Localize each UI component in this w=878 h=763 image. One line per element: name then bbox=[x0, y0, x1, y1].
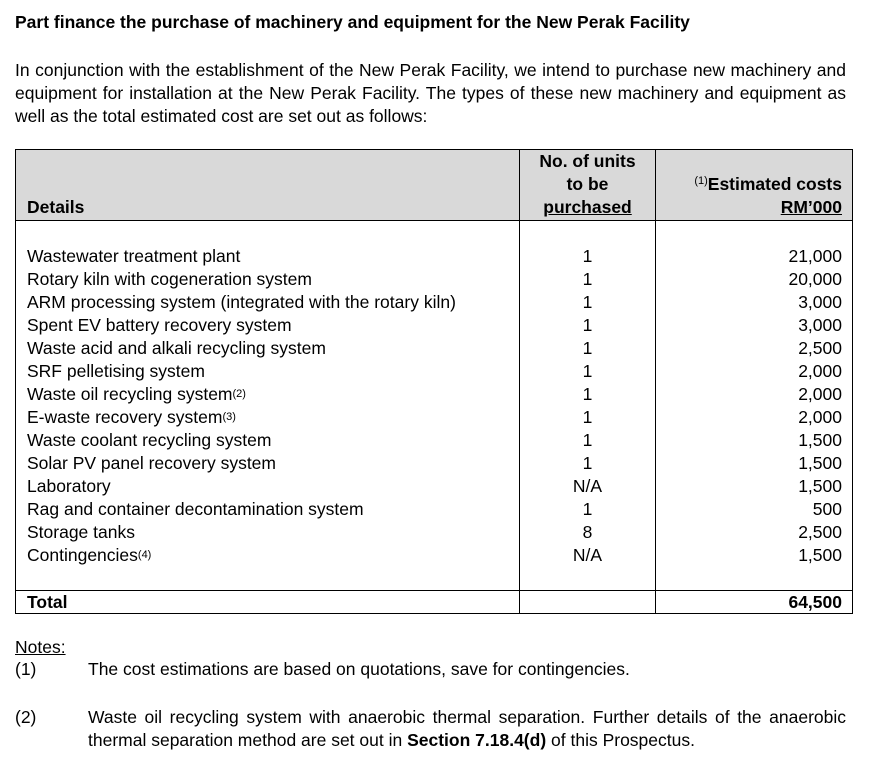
header-cost-line2: RM’000 bbox=[780, 197, 842, 217]
row-cost: 1,500 bbox=[798, 545, 842, 565]
row-detail bbox=[16, 452, 519, 475]
row-detail-text: Rotary kiln with cogeneration system bbox=[27, 269, 312, 289]
row-cost: 1,500 bbox=[798, 430, 842, 450]
row-detail-text: Rag and container decontamination system bbox=[27, 499, 364, 519]
row-units: 1 bbox=[582, 269, 593, 289]
row-units: N/A bbox=[572, 545, 603, 565]
table-body-row bbox=[16, 221, 853, 591]
row-units: 1 bbox=[582, 338, 593, 358]
row-units: 1 bbox=[582, 315, 593, 335]
row-cost: 2,500 bbox=[798, 522, 842, 542]
row-detail-text: SRF pelletising system bbox=[27, 361, 205, 381]
note-1 bbox=[15, 658, 846, 681]
row-cost: 2,500 bbox=[798, 338, 842, 358]
total-units-empty bbox=[520, 591, 656, 614]
row-detail bbox=[16, 406, 519, 429]
header-cost-footnote: (1) bbox=[694, 175, 708, 187]
row-detail-text: Storage tanks bbox=[27, 522, 135, 542]
row-detail bbox=[16, 337, 519, 360]
note-1-text: The cost estimations are based on quotations, save for contingencies. bbox=[88, 659, 630, 679]
row-units: 1 bbox=[582, 407, 593, 427]
header-details bbox=[16, 150, 520, 221]
note-2 bbox=[15, 706, 846, 752]
note-2-text-after: of this Prospectus. bbox=[546, 730, 695, 750]
machinery-cost-table bbox=[15, 149, 853, 614]
row-cost: 3,000 bbox=[798, 292, 842, 312]
cost-column bbox=[656, 221, 853, 591]
total-value: 64,500 bbox=[656, 591, 853, 614]
row-detail bbox=[16, 429, 519, 452]
row-detail bbox=[16, 268, 519, 291]
row-cost: 2,000 bbox=[798, 384, 842, 404]
row-footnote-marker: (4) bbox=[137, 549, 152, 561]
row-cost: 21,000 bbox=[788, 246, 842, 266]
table-header-row bbox=[16, 150, 853, 221]
row-detail bbox=[16, 360, 519, 383]
row-detail-text: E-waste recovery system bbox=[27, 407, 223, 427]
row-units: 1 bbox=[582, 499, 593, 519]
note-2-text bbox=[88, 706, 846, 752]
intro-paragraph: In conjunction with the establishment of the New Perak Facility, we intend to purchase new machinery and equipment for installation at the New Perak Facility. The types of these new machinery and equipment as well as the total estimated cost are set out as follows: bbox=[15, 60, 846, 126]
row-units: 1 bbox=[582, 246, 593, 266]
row-units: N/A bbox=[572, 476, 603, 496]
note-1-number: (1) bbox=[15, 659, 37, 679]
section-heading: Part finance the purchase of machinery and equipment for the New Perak Facility bbox=[15, 12, 690, 32]
row-cost: 500 bbox=[812, 499, 842, 519]
header-cost bbox=[656, 150, 853, 221]
row-units: 8 bbox=[582, 522, 593, 542]
row-units: 1 bbox=[582, 453, 593, 473]
row-detail bbox=[16, 245, 519, 268]
row-cost: 3,000 bbox=[798, 315, 842, 335]
note-2-section-reference: Section 7.18.4(d) bbox=[407, 730, 547, 750]
row-cost: 1,500 bbox=[798, 476, 842, 496]
row-detail bbox=[16, 383, 519, 406]
details-column bbox=[16, 221, 520, 591]
note-2-number: (2) bbox=[15, 707, 37, 727]
table-total-row bbox=[16, 591, 853, 614]
header-units bbox=[520, 150, 656, 221]
row-footnote-marker: (3) bbox=[222, 411, 236, 423]
row-detail-text: ARM processing system (integrated with the rotary kiln) bbox=[27, 292, 456, 312]
row-detail bbox=[16, 475, 519, 498]
note-2-text-before: Waste oil recycling system with anaerobic thermal separation. Further details of the anaerobic thermal separation method are set out in bbox=[88, 707, 846, 750]
row-footnote-marker: (2) bbox=[232, 388, 246, 400]
row-units: 1 bbox=[582, 361, 593, 381]
row-detail bbox=[16, 291, 519, 314]
row-units: 1 bbox=[582, 292, 593, 312]
units-column bbox=[520, 221, 656, 591]
notes-title: Notes: bbox=[15, 637, 66, 657]
header-units-line2: to be bbox=[566, 174, 609, 194]
header-units-line3: purchased bbox=[543, 197, 632, 217]
row-detail bbox=[16, 314, 519, 337]
header-details-label: Details bbox=[27, 197, 85, 217]
row-detail-text: Solar PV panel recovery system bbox=[27, 453, 276, 473]
header-units-line1: No. of units bbox=[539, 151, 636, 171]
row-cost: 20,000 bbox=[788, 269, 842, 289]
row-detail-text: Waste coolant recycling system bbox=[27, 430, 272, 450]
header-cost-line1: Estimated costs bbox=[707, 174, 842, 194]
row-detail bbox=[16, 544, 519, 567]
row-cost: 2,000 bbox=[798, 407, 842, 427]
row-detail bbox=[16, 498, 519, 521]
row-units: 1 bbox=[582, 430, 593, 450]
row-detail-text: Laboratory bbox=[27, 476, 111, 496]
row-cost: 1,500 bbox=[798, 453, 842, 473]
row-detail bbox=[16, 521, 519, 544]
row-detail-text: Waste acid and alkali recycling system bbox=[27, 338, 326, 358]
row-cost: 2,000 bbox=[798, 361, 842, 381]
row-detail-text: Spent EV battery recovery system bbox=[27, 315, 292, 335]
row-detail-text: Waste oil recycling system bbox=[27, 384, 233, 404]
total-label: Total bbox=[16, 591, 520, 614]
row-detail-text: Wastewater treatment plant bbox=[27, 246, 241, 266]
row-detail-text: Contingencies bbox=[27, 545, 138, 565]
row-units: 1 bbox=[582, 384, 593, 404]
